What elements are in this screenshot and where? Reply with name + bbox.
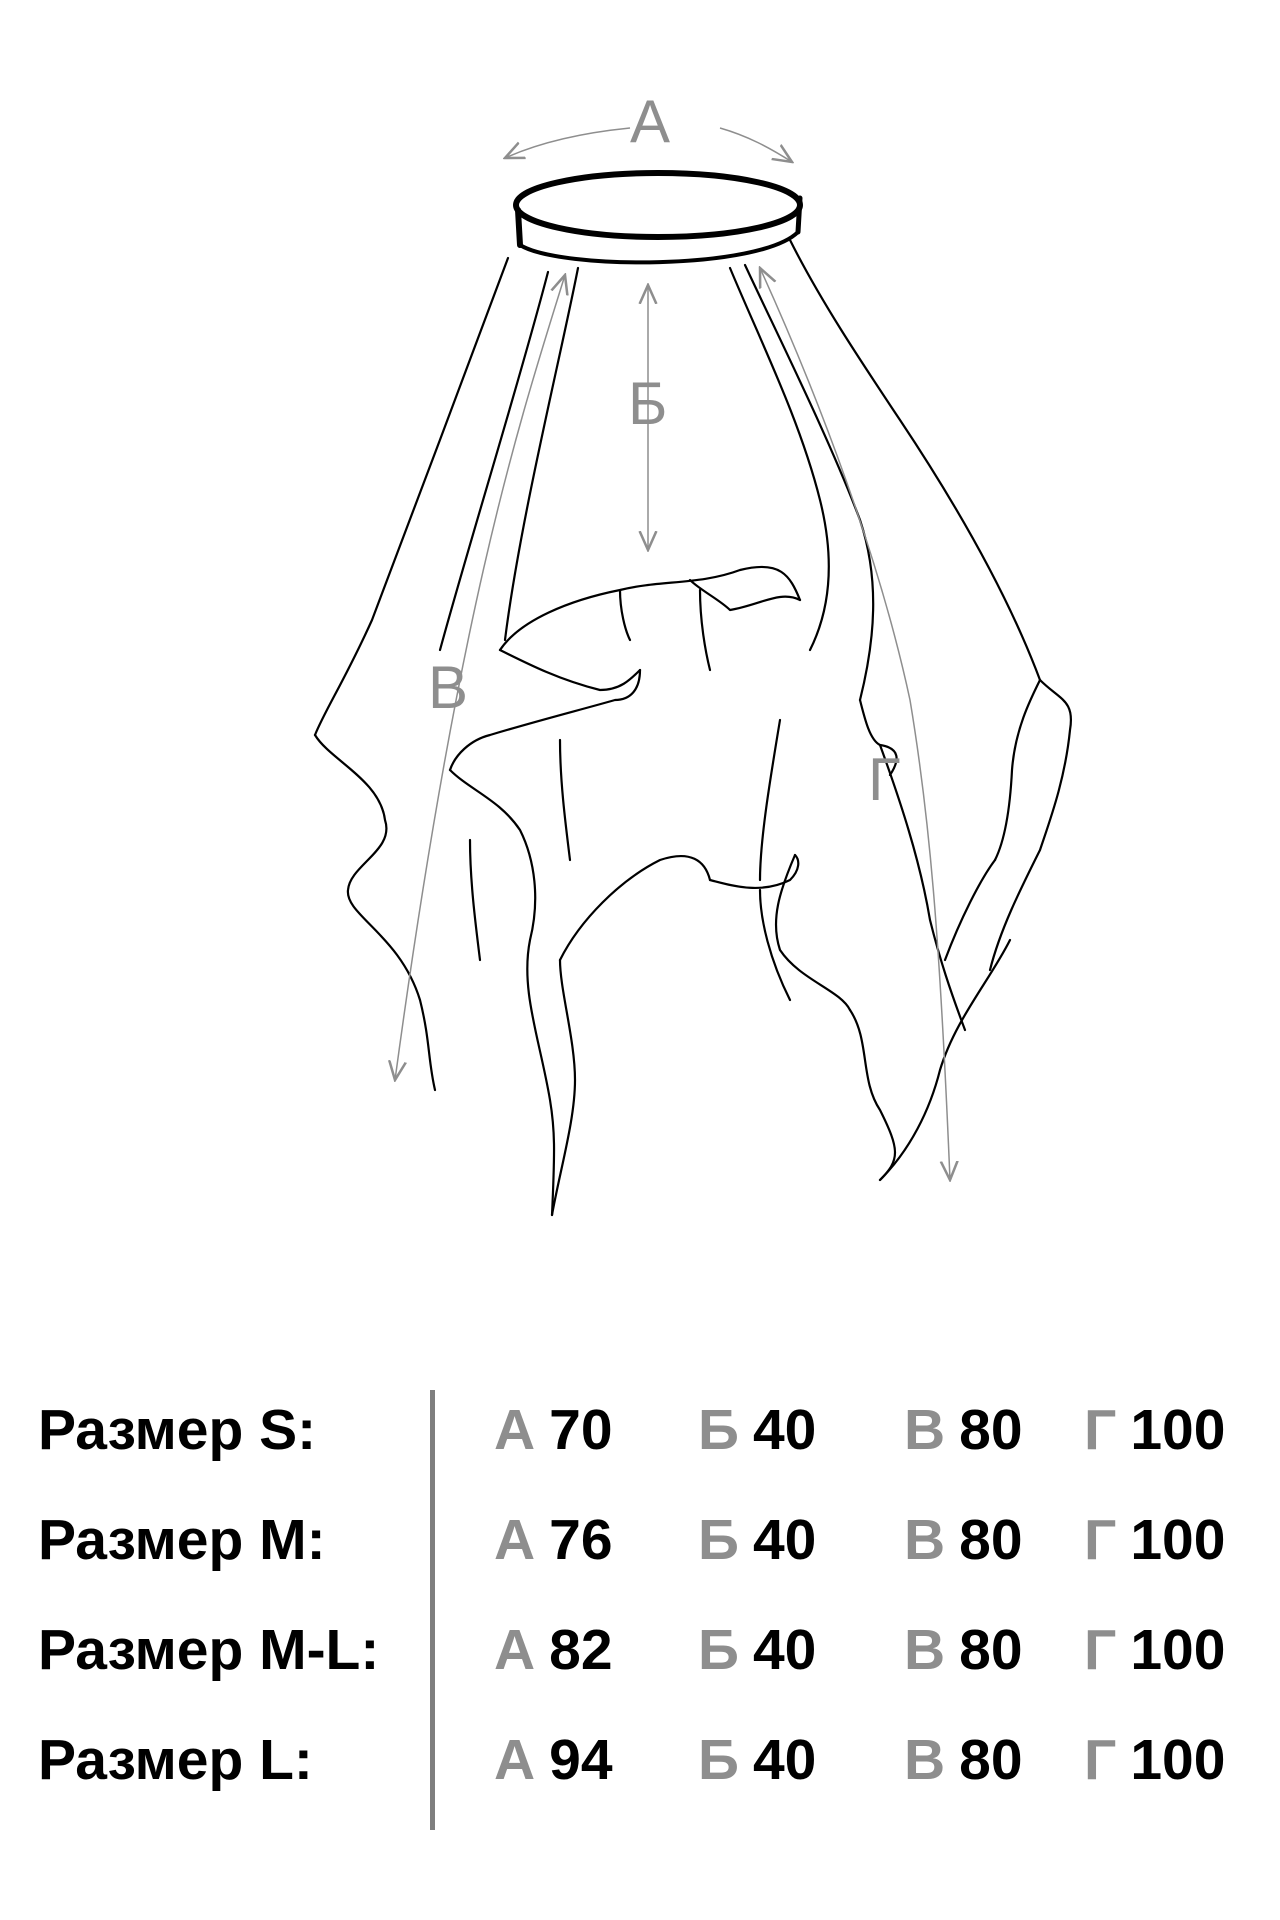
measure-v: В 80	[904, 1728, 1023, 1792]
size-row-l	[0, 1720, 1280, 1800]
label-a: А	[630, 88, 671, 155]
measure-v: В 80	[904, 1508, 1023, 1572]
size-row-s	[0, 1390, 1280, 1470]
waistband	[516, 173, 800, 262]
skirt-outline	[315, 240, 1071, 1215]
label-v: В	[428, 654, 469, 721]
measure-g: Г 100	[1084, 1618, 1226, 1682]
size-row-m	[0, 1500, 1280, 1580]
arrow-a	[505, 128, 630, 158]
measurement-arrows	[395, 128, 950, 1180]
measure-b: Б 40	[698, 1398, 817, 1462]
measure-g: Г 100	[1084, 1508, 1226, 1572]
measure-g: Г 100	[1084, 1398, 1226, 1462]
label-b: Б	[628, 370, 668, 437]
measure-g: Г 100	[1084, 1728, 1226, 1792]
measure-b: Б 40	[698, 1508, 817, 1572]
measure-a: А 70	[494, 1398, 613, 1462]
measure-a: А 82	[494, 1618, 613, 1682]
measure-v: В 80	[904, 1398, 1023, 1462]
measure-b: Б 40	[698, 1618, 817, 1682]
measure-v: В 80	[904, 1618, 1023, 1682]
size-label: Размер M-L:	[38, 1618, 380, 1682]
arrow-a-right	[720, 128, 792, 162]
label-g: Г	[868, 746, 901, 813]
measure-a: А 94	[494, 1728, 613, 1792]
size-table	[0, 1390, 1280, 1850]
size-label: Размер M:	[38, 1508, 326, 1572]
measure-b: Б 40	[698, 1728, 817, 1792]
size-row-m-l	[0, 1610, 1280, 1690]
size-label: Размер S:	[38, 1398, 317, 1462]
size-label: Размер L:	[38, 1728, 313, 1792]
measure-a: А 76	[494, 1508, 613, 1572]
